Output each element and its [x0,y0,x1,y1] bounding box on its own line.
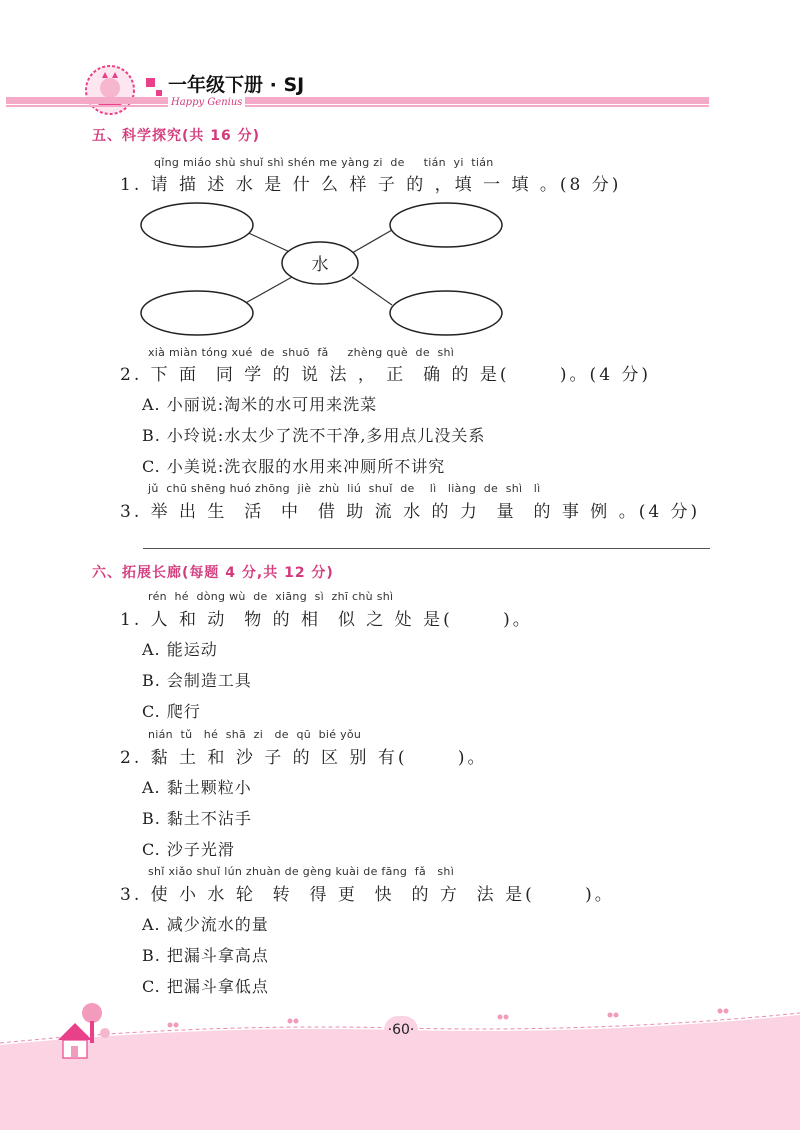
s5-q2-option-a: A. 小丽说:淘米的水可用来洗菜 [142,395,378,414]
s5-q1-pinyin: qǐng miáo shù shuǐ shì shén me yàng zi de tián yi tián [154,156,494,169]
s6-q1-text: 1. 人 和 动 物 的 相 似 之 处 是( )。 [120,610,533,630]
s6-q3-option-b: B. 把漏斗拿高点 [142,946,269,965]
s6-q2-text: 2. 黏 土 和 沙 子 的 区 别 有( )。 [120,748,488,768]
header-bullet-icon [146,78,155,87]
s6-q1-option-a: A. 能运动 [142,640,218,659]
s6-q3-option-a: A. 减少流水的量 [142,915,269,934]
s6-q1-option-b: B. 会制造工具 [142,671,252,690]
happy-genius-logo-icon [84,64,136,116]
s6-q2-option-a: A. 黏土颗粒小 [142,778,252,797]
s5-q3-text: 3. 举 出 生 活 中 借 助 流 水 的 力 量 的 事 例 。(4 分) [120,502,701,522]
header-bullet-small-icon [156,90,162,96]
s6-q1-option-c: C. 爬行 [142,702,201,721]
s5-q1-text: 1. 请 描 述 水 是 什 么 样 子 的 ，填 一 填 。(8 分) [120,175,622,195]
s5-q2-text: 2. 下 面 同 学 的 说 法 ， 正 确 的 是( )。(4 分) [120,365,652,385]
s6-q3-option-c: C. 把漏斗拿低点 [142,977,269,996]
s6-q2-option-c: C. 沙子光滑 [142,840,235,859]
blank-bubble-bottom-right[interactable] [390,291,502,335]
page-number: ·60· [384,1016,418,1044]
header-underline [6,105,709,107]
s5-q2-pinyin: xià miàn tóng xué de shuō fǎ zhèng què de shì [148,346,455,359]
header-bar [6,97,709,104]
footer-decoration [0,985,800,1130]
s6-q2-option-b: B. 黏土不沾手 [142,809,252,828]
s6-q3-pinyin: shǐ xiǎo shuǐ lún zhuàn de gèng kuài de fāng fǎ shì [148,865,455,878]
answer-divider [143,548,710,549]
water-mind-map [130,195,520,345]
page-number-value: 60 [392,1022,410,1038]
s6-q2-pinyin: nián tǔ hé shā zi de qū bié yǒu [148,728,362,741]
s5-q2-option-b: B. 小玲说:水太少了洗不干净,多用点儿没关系 [142,426,486,445]
s6-q3-text: 3. 使 小 水 轮 转 得 更 快 的 方 法 是( )。 [120,885,615,905]
s5-q2-option-c: C. 小美说:洗衣服的水用来冲厕所不讲究 [142,457,446,476]
section5-title: 五、科学探究(共 16 分) [92,128,261,144]
blank-bubble-top-left[interactable] [141,203,253,247]
s5-q3-pinyin: jǔ chū shēng huó zhōng jiè zhù liú shuǐ de lì liàng de shì lì [148,482,541,495]
blank-bubble-bottom-left[interactable] [141,291,253,335]
header-subtitle: Happy Genius [168,97,245,109]
blank-bubble-top-right[interactable] [390,203,502,247]
s6-q1-pinyin: rén hé dòng wù de xiāng sì zhī chù shì [148,590,394,603]
section6-title: 六、拓展长廊(每题 4 分,共 12 分) [92,565,334,581]
page-title: 一年级下册 · SJ [168,74,305,96]
center-label: 水 [311,255,329,275]
